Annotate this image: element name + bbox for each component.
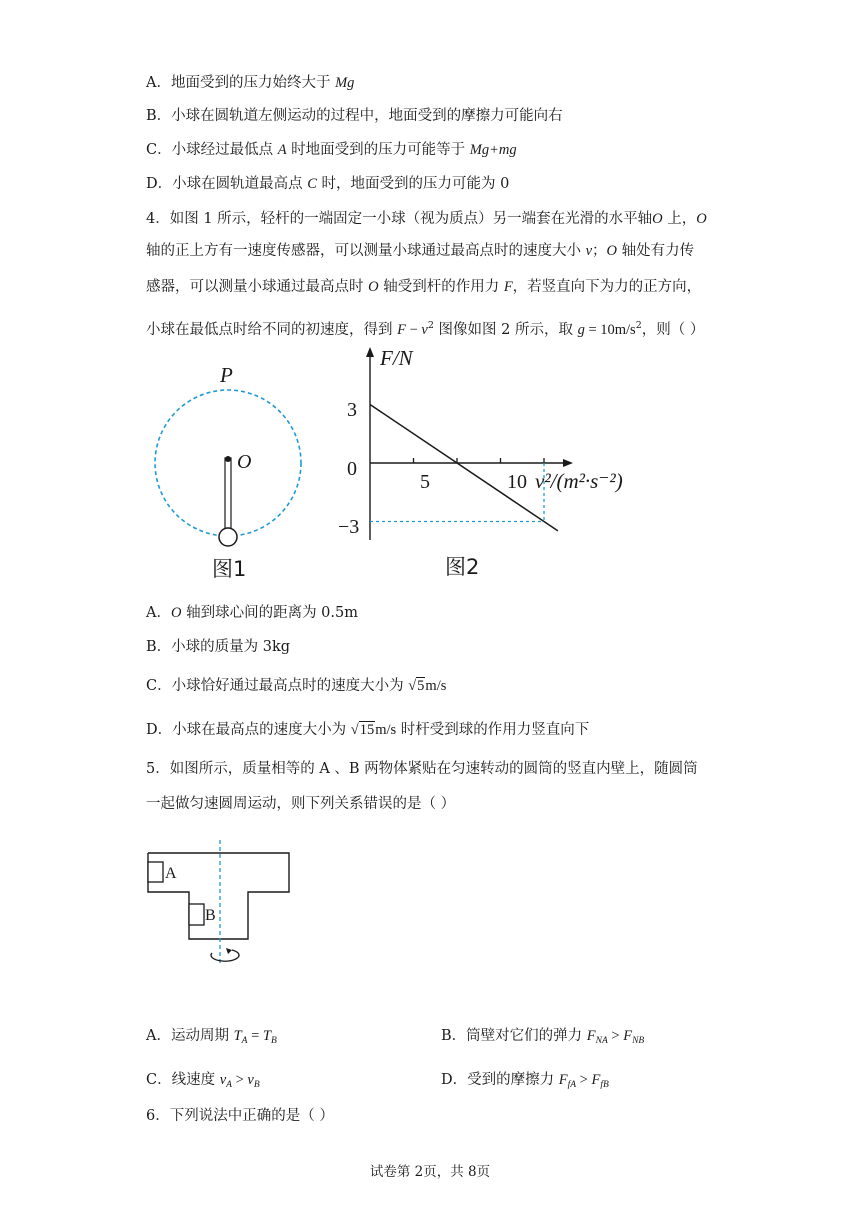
q4-option-d-unit: m/s bbox=[375, 722, 397, 738]
q5-math: F bbox=[623, 1028, 633, 1044]
q4-text: 图像如图 2 所示，取 bbox=[433, 322, 578, 338]
q3-option-a-var: Mg bbox=[335, 75, 355, 91]
q4-text: 上， bbox=[662, 211, 697, 227]
q4-text: 小球在最低点时给不同的初速度，得到 bbox=[146, 322, 398, 338]
figure-1-caption: 图1 bbox=[212, 557, 247, 581]
q4-var: O bbox=[696, 211, 707, 227]
page-footer: 试卷第 2页，共 8页 bbox=[369, 1164, 491, 1180]
block-b-label: B bbox=[205, 907, 216, 924]
q4-stem-line-1 bbox=[146, 209, 707, 229]
q5-option-a bbox=[146, 1026, 277, 1051]
q3-option-d-text: D．小球在圆轨道最高点 bbox=[146, 176, 308, 192]
q3-option-c-text: C．小球经过最低点 bbox=[146, 142, 278, 158]
q5-stem-line-1 bbox=[146, 759, 698, 779]
q5-option-b bbox=[441, 1026, 644, 1051]
q3-option-c-var: A bbox=[277, 142, 287, 158]
q5-sub: A bbox=[226, 1080, 232, 1090]
q5-stem-line-2 bbox=[146, 794, 455, 814]
q5-option-a-text: A．运动周期 bbox=[146, 1028, 234, 1044]
q4-text: 轴受到杆的作用力 bbox=[378, 279, 504, 295]
q5-math: F bbox=[591, 1072, 601, 1088]
q4-var: O bbox=[606, 243, 618, 259]
ball bbox=[219, 528, 237, 546]
q4-text: 感器，可以测量小球通过最高点时 bbox=[146, 279, 369, 295]
q4-text: 轴处有力传 bbox=[617, 243, 695, 259]
q5-cylinder-figure bbox=[140, 840, 300, 970]
y-axis-label: F/N bbox=[380, 346, 413, 370]
q4-option-a bbox=[146, 603, 358, 623]
q5-op: > bbox=[607, 1028, 624, 1044]
q4-option-a-text2: 轴到球心间的距离为 0.5m bbox=[181, 605, 358, 621]
sqrt-radicand: 15 bbox=[359, 722, 375, 738]
q4-text: 4．如图 1 所示，轻杆的一端固定一小球（视为质点）另一端套在光滑的水平轴 bbox=[146, 211, 653, 227]
q5-sub: fA bbox=[567, 1080, 577, 1090]
x-axis-arrow bbox=[563, 459, 573, 467]
q4-var: O bbox=[368, 279, 379, 295]
q3-option-c bbox=[146, 140, 517, 160]
q5-op: > bbox=[576, 1072, 592, 1088]
q4-superscript: 2 bbox=[635, 320, 642, 331]
q4-superscript: 2 bbox=[427, 320, 434, 331]
rotation-arrow-icon bbox=[211, 950, 239, 961]
y-tick-neg3: −3 bbox=[338, 516, 360, 538]
q4-option-d bbox=[146, 720, 589, 740]
block-a bbox=[148, 862, 163, 882]
rotation-arrowhead bbox=[226, 948, 232, 954]
q4-text: ，若竖直向下为力的正方向， bbox=[512, 279, 702, 295]
q4-stem-line-3 bbox=[146, 277, 701, 297]
q5-math: T bbox=[233, 1028, 242, 1044]
q4-text: ； bbox=[592, 243, 607, 259]
q3-option-d-var: C bbox=[307, 176, 317, 192]
y-axis-arrow bbox=[366, 347, 374, 357]
block-a-label: A bbox=[165, 865, 177, 882]
q4-option-c-text: C．小球恰好通过最高点时的速度大小为 bbox=[146, 678, 409, 694]
q3-option-c-mid: 时地面受到的压力可能等于 bbox=[286, 142, 470, 158]
q3-option-a-text: A．地面受到的压力始终大于 bbox=[146, 75, 336, 91]
q4-option-a-text: A． bbox=[146, 605, 171, 621]
block-b bbox=[189, 904, 204, 925]
q5-math: v bbox=[247, 1072, 254, 1088]
q3-option-b bbox=[146, 106, 563, 126]
figure-2-caption: 图2 bbox=[445, 555, 480, 579]
q5-math: T bbox=[262, 1028, 271, 1044]
q5-math: v bbox=[219, 1072, 227, 1088]
sqrt-sign: √5 bbox=[408, 678, 425, 694]
q3-option-d-suffix: 时，地面受到的压力可能为 0 bbox=[316, 176, 510, 192]
q4-option-d-text2: 时杆受到球的作用力竖直向下 bbox=[396, 722, 590, 738]
q3-option-c-var2: Mg+mg bbox=[469, 142, 517, 158]
q5-text: 一起做匀速圆周运动，则下列关系错误的是（ ） bbox=[146, 796, 456, 812]
q5-option-c-text: C．线速度 bbox=[146, 1072, 220, 1088]
q5-math: F bbox=[558, 1072, 568, 1088]
q4-option-b-text: B．小球的质量为 3kg bbox=[146, 639, 291, 655]
y-tick-0: 0 bbox=[347, 458, 357, 480]
q3-option-d bbox=[146, 174, 509, 194]
sqrt-sign: √15 bbox=[350, 722, 375, 738]
q6-stem-line-1 bbox=[146, 1106, 334, 1126]
axis-pivot bbox=[225, 456, 231, 462]
q5-sub: NB bbox=[632, 1036, 645, 1046]
q5-sub: fB bbox=[600, 1080, 609, 1090]
x-axis-label: v²/(m²·s⁻²) bbox=[535, 469, 623, 493]
q3-option-b-text: B．小球在圆轨道左侧运动的过程中，地面受到的摩擦力可能向右 bbox=[146, 108, 563, 124]
q4-stem-line-4 bbox=[146, 316, 704, 340]
series-line bbox=[370, 405, 558, 531]
q4-eq: = 10m/s bbox=[584, 322, 636, 338]
q5-sub: B bbox=[271, 1036, 277, 1046]
q5-math: F bbox=[586, 1028, 596, 1044]
q5-sub: A bbox=[241, 1036, 248, 1046]
label-p: P bbox=[220, 363, 233, 387]
q4-option-d-text: D．小球在最高点的速度大小为 bbox=[146, 722, 351, 738]
q5-text: 5．如图所示，质量相等的 A 、B 两物体紧贴在匀速转动的圆筒的竖直内壁上，随圆筒 bbox=[146, 761, 698, 777]
q5-op: > bbox=[231, 1072, 248, 1088]
q5-option-c bbox=[146, 1070, 260, 1095]
q4-stem-line-2 bbox=[146, 241, 694, 261]
y-tick-3: 3 bbox=[347, 399, 357, 421]
sqrt-radicand: 5 bbox=[417, 678, 425, 694]
figure-1 bbox=[140, 355, 320, 585]
figure-2-chart bbox=[335, 345, 655, 585]
q6-text: 6．下列说法中正确的是（ ） bbox=[146, 1108, 334, 1124]
q4-option-c bbox=[146, 676, 446, 696]
q5-sub: NA bbox=[595, 1036, 608, 1046]
q4-var: v bbox=[421, 322, 428, 338]
q4-option-a-var: O bbox=[170, 605, 182, 621]
label-o: O bbox=[237, 451, 252, 473]
q4-var: v bbox=[585, 243, 593, 259]
q4-var: F bbox=[503, 279, 513, 295]
q4-var: O bbox=[652, 211, 663, 227]
q4-text: ，则（ ） bbox=[641, 322, 705, 338]
q4-var: g bbox=[577, 322, 585, 338]
q4-text: 轴的正上方有一速度传感器，可以测量小球通过最高点时的速度大小 bbox=[146, 243, 586, 259]
q5-op: = bbox=[247, 1028, 263, 1044]
x-tick-10: 10 bbox=[507, 471, 527, 493]
q5-sub: B bbox=[253, 1080, 260, 1090]
q4-var: F bbox=[397, 322, 406, 338]
q4-minus: − bbox=[405, 322, 422, 338]
q4-option-c-unit: m/s bbox=[425, 678, 447, 694]
q5-option-d-text: D．受到的摩擦力 bbox=[441, 1072, 559, 1088]
q5-option-b-text: B．筒壁对它们的弹力 bbox=[441, 1028, 587, 1044]
q3-option-a bbox=[146, 73, 354, 93]
x-tick-5: 5 bbox=[420, 471, 430, 493]
q5-option-d bbox=[441, 1070, 609, 1095]
q4-option-b bbox=[146, 637, 290, 657]
rod bbox=[225, 458, 231, 530]
